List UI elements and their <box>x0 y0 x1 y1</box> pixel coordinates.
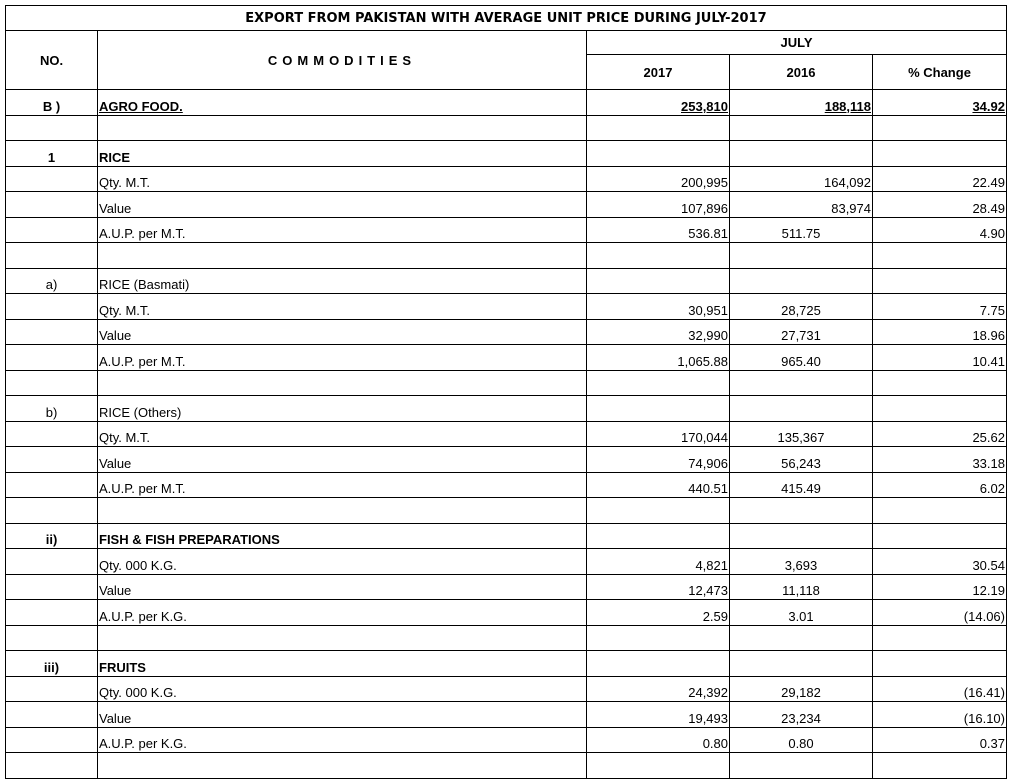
row-description: A.U.P. per M.T. <box>98 345 587 371</box>
header-year-2016: 2016 <box>730 55 873 90</box>
row-description: RICE (Others) <box>98 396 587 422</box>
value-2016 <box>730 498 873 524</box>
table-row <box>6 192 1007 218</box>
value-2016 <box>730 141 873 167</box>
value-2016: 511.75 <box>730 217 873 243</box>
value-2017: 253,810 <box>587 90 730 116</box>
value-2016 <box>730 651 873 677</box>
value-2016: 3,693 <box>730 549 873 575</box>
value-2017 <box>587 370 730 396</box>
percent-change <box>873 753 1007 779</box>
percent-change <box>873 141 1007 167</box>
percent-change: 22.49 <box>873 166 1007 192</box>
value-2017: 200,995 <box>587 166 730 192</box>
export-table <box>5 5 1007 779</box>
percent-change: (14.06) <box>873 600 1007 626</box>
value-2017: 107,896 <box>587 192 730 218</box>
value-2017: 0.80 <box>587 727 730 753</box>
row-number <box>6 574 98 600</box>
value-2016: 0.80 <box>730 727 873 753</box>
value-2017: 536.81 <box>587 217 730 243</box>
row-description: Qty. 000 K.G. <box>98 549 587 575</box>
row-number: 1 <box>6 141 98 167</box>
row-description: Value <box>98 447 587 473</box>
value-2017 <box>587 523 730 549</box>
percent-change <box>873 370 1007 396</box>
header-percent-change: % Change <box>873 55 1007 90</box>
value-2017 <box>587 268 730 294</box>
value-2017: 440.51 <box>587 472 730 498</box>
value-2016: 83,974 <box>730 192 873 218</box>
row-description <box>98 370 587 396</box>
row-description: Qty. 000 K.G. <box>98 676 587 702</box>
row-description: RICE (Basmati) <box>98 268 587 294</box>
row-number <box>6 166 98 192</box>
percent-change: 0.37 <box>873 727 1007 753</box>
percent-change: 12.19 <box>873 574 1007 600</box>
value-2017 <box>587 396 730 422</box>
value-2016: 415.49 <box>730 472 873 498</box>
value-2017 <box>587 115 730 141</box>
row-description: RICE <box>98 141 587 167</box>
row-description: Qty. M.T. <box>98 166 587 192</box>
row-number: b) <box>6 396 98 422</box>
row-description <box>98 498 587 524</box>
row-number <box>6 370 98 396</box>
row-number: iii) <box>6 651 98 677</box>
percent-change <box>873 498 1007 524</box>
row-number <box>6 319 98 345</box>
percent-change: 10.41 <box>873 345 1007 371</box>
table-row <box>6 141 1007 167</box>
percent-change: (16.10) <box>873 702 1007 728</box>
value-2017: 32,990 <box>587 319 730 345</box>
row-number <box>6 447 98 473</box>
percent-change: 34.92 <box>873 90 1007 116</box>
percent-change: 6.02 <box>873 472 1007 498</box>
row-number: a) <box>6 268 98 294</box>
row-description <box>98 625 587 651</box>
percent-change: 7.75 <box>873 294 1007 320</box>
row-description: FRUITS <box>98 651 587 677</box>
value-2016: 56,243 <box>730 447 873 473</box>
value-2017: 19,493 <box>587 702 730 728</box>
percent-change: 28.49 <box>873 192 1007 218</box>
page-title: EXPORT FROM PAKISTAN WITH AVERAGE UNIT PRICE DURING JULY-2017 <box>6 6 1007 31</box>
row-number <box>6 243 98 269</box>
table-row <box>6 549 1007 575</box>
percent-change: 18.96 <box>873 319 1007 345</box>
value-2017: 4,821 <box>587 549 730 575</box>
percent-change: 4.90 <box>873 217 1007 243</box>
table-row <box>6 243 1007 269</box>
value-2017 <box>587 243 730 269</box>
row-description: Qty. M.T. <box>98 421 587 447</box>
value-2017: 1,065.88 <box>587 345 730 371</box>
table-row <box>6 166 1007 192</box>
value-2016: 29,182 <box>730 676 873 702</box>
row-number <box>6 217 98 243</box>
value-2016 <box>730 115 873 141</box>
row-number <box>6 625 98 651</box>
value-2016: 3.01 <box>730 600 873 626</box>
row-number <box>6 192 98 218</box>
table-row <box>6 345 1007 371</box>
row-description: A.U.P. per K.G. <box>98 727 587 753</box>
percent-change <box>873 268 1007 294</box>
value-2016 <box>730 370 873 396</box>
percent-change: 30.54 <box>873 549 1007 575</box>
table-row <box>6 115 1007 141</box>
row-number <box>6 498 98 524</box>
value-2016: 23,234 <box>730 702 873 728</box>
row-number: ii) <box>6 523 98 549</box>
table-row <box>6 447 1007 473</box>
table-row <box>6 268 1007 294</box>
row-description <box>98 753 587 779</box>
table-row <box>6 753 1007 779</box>
percent-change <box>873 625 1007 651</box>
value-2017: 74,906 <box>587 447 730 473</box>
percent-change <box>873 243 1007 269</box>
table-row <box>6 421 1007 447</box>
row-description <box>98 243 587 269</box>
value-2016 <box>730 753 873 779</box>
table-row <box>6 472 1007 498</box>
value-2016: 164,092 <box>730 166 873 192</box>
value-2016: 965.40 <box>730 345 873 371</box>
row-description: Value <box>98 702 587 728</box>
value-2017: 12,473 <box>587 574 730 600</box>
value-2017 <box>587 651 730 677</box>
percent-change <box>873 115 1007 141</box>
row-number <box>6 421 98 447</box>
value-2017: 24,392 <box>587 676 730 702</box>
value-2016: 11,118 <box>730 574 873 600</box>
row-number <box>6 294 98 320</box>
value-2017: 30,951 <box>587 294 730 320</box>
row-description: Qty. M.T. <box>98 294 587 320</box>
row-number: B ) <box>6 90 98 116</box>
row-number <box>6 753 98 779</box>
row-number <box>6 702 98 728</box>
value-2016: 27,731 <box>730 319 873 345</box>
percent-change <box>873 651 1007 677</box>
header-year-2017: 2017 <box>587 55 730 90</box>
value-2017 <box>587 141 730 167</box>
table-row <box>6 319 1007 345</box>
row-description: Value <box>98 192 587 218</box>
table-row <box>6 217 1007 243</box>
table-row <box>6 574 1007 600</box>
header-period: JULY <box>587 31 1007 55</box>
percent-change: 33.18 <box>873 447 1007 473</box>
row-description: A.U.P. per K.G. <box>98 600 587 626</box>
table-row <box>6 702 1007 728</box>
table-row <box>6 396 1007 422</box>
table-row <box>6 523 1007 549</box>
row-description: AGRO FOOD. <box>98 90 587 116</box>
row-number <box>6 676 98 702</box>
table-row <box>6 600 1007 626</box>
table-row <box>6 676 1007 702</box>
value-2016 <box>730 396 873 422</box>
table-row <box>6 294 1007 320</box>
value-2016 <box>730 243 873 269</box>
table-row <box>6 498 1007 524</box>
value-2017 <box>587 753 730 779</box>
value-2016: 188,118 <box>730 90 873 116</box>
row-description: A.U.P. per M.T. <box>98 217 587 243</box>
percent-change: (16.41) <box>873 676 1007 702</box>
value-2017 <box>587 625 730 651</box>
value-2016: 135,367 <box>730 421 873 447</box>
row-description: Value <box>98 574 587 600</box>
row-number <box>6 115 98 141</box>
value-2016 <box>730 268 873 294</box>
header-no: NO. <box>6 31 98 90</box>
value-2017 <box>587 498 730 524</box>
table-row <box>6 370 1007 396</box>
table-row <box>6 90 1007 116</box>
percent-change <box>873 523 1007 549</box>
row-number <box>6 727 98 753</box>
row-number <box>6 549 98 575</box>
row-number <box>6 345 98 371</box>
row-number <box>6 600 98 626</box>
row-description <box>98 115 587 141</box>
value-2017: 170,044 <box>587 421 730 447</box>
table-row <box>6 625 1007 651</box>
row-description: Value <box>98 319 587 345</box>
value-2016 <box>730 625 873 651</box>
row-number <box>6 472 98 498</box>
header-commodities: COMMODITIES <box>98 31 587 90</box>
row-description: A.U.P. per M.T. <box>98 472 587 498</box>
percent-change <box>873 396 1007 422</box>
table-row <box>6 727 1007 753</box>
table-row <box>6 651 1007 677</box>
value-2017: 2.59 <box>587 600 730 626</box>
value-2016 <box>730 523 873 549</box>
percent-change: 25.62 <box>873 421 1007 447</box>
row-description: FISH & FISH PREPARATIONS <box>98 523 587 549</box>
value-2016: 28,725 <box>730 294 873 320</box>
